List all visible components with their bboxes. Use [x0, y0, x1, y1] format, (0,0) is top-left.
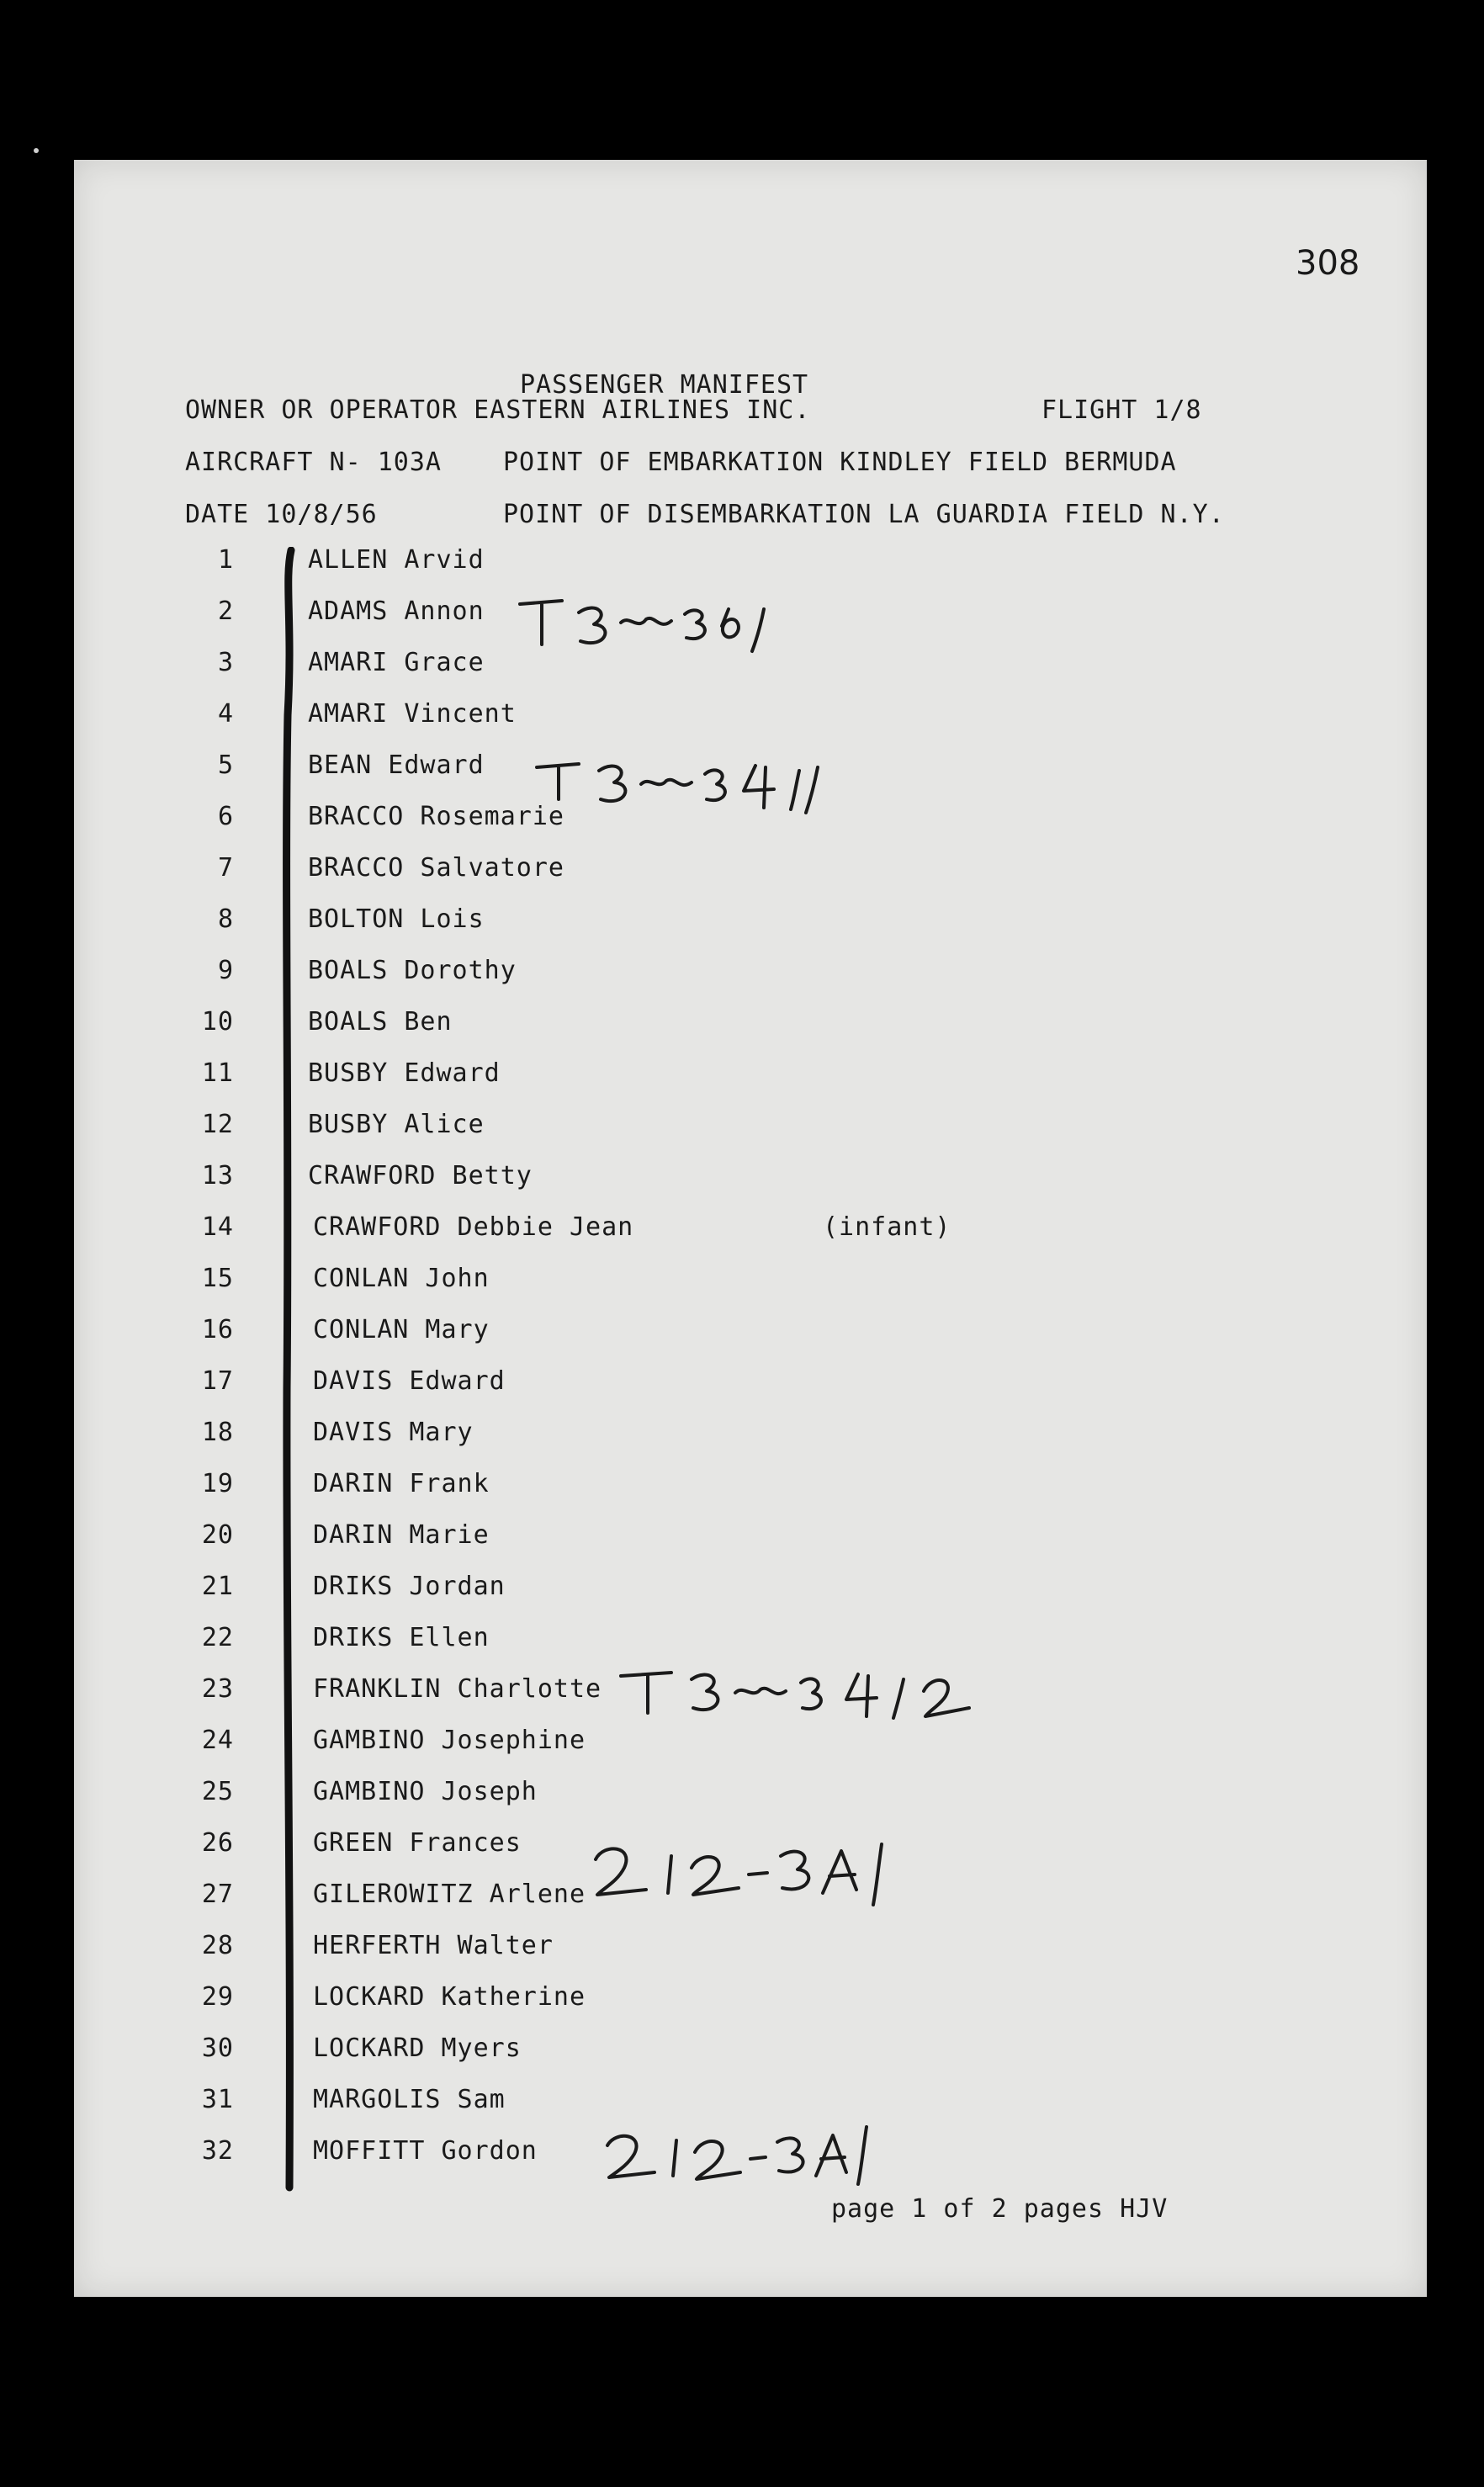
- row-number: 4: [217, 699, 234, 729]
- handwritten-note: [511, 589, 814, 656]
- point-of-embarkation: POINT OF EMBARKATION KINDLEY FIELD BERMUDA: [503, 448, 1177, 477]
- owner-operator: OWNER OR OPERATOR EASTERN AIRLINES INC.: [185, 395, 811, 425]
- row-number: 2: [217, 597, 234, 626]
- row-number: 10: [201, 1007, 234, 1037]
- flight-number: FLIGHT 1/8: [1041, 395, 1202, 425]
- handwritten-note: [528, 749, 848, 816]
- passenger-name: DARIN Marie: [313, 1520, 490, 1550]
- manifest-sheet: [74, 160, 1427, 2297]
- passenger-name: BUSBY Edward: [308, 1058, 501, 1088]
- handwritten-note: [579, 1834, 898, 1910]
- passenger-name: DAVIS Mary: [313, 1418, 474, 1447]
- row-number: 5: [217, 750, 234, 780]
- row-number: 31: [201, 2085, 234, 2114]
- manifest-date: DATE 10/8/56: [185, 500, 378, 529]
- row-number: 27: [201, 1880, 234, 1909]
- scan-speck: [34, 148, 39, 153]
- row-number: 16: [201, 1315, 234, 1344]
- row-number: 12: [201, 1110, 234, 1139]
- row-number: 8: [217, 904, 234, 934]
- passenger-name: DRIKS Ellen: [313, 1623, 490, 1652]
- handwritten-note: [596, 2120, 882, 2187]
- row-number: 23: [201, 1674, 234, 1704]
- row-number: 20: [201, 1520, 234, 1550]
- manifest-title: PASSENGER MANIFEST: [520, 370, 809, 400]
- row-number: 30: [201, 2034, 234, 2063]
- row-number: 28: [201, 1931, 234, 1960]
- row-number: 6: [217, 802, 234, 831]
- page-number: 308: [1296, 244, 1360, 283]
- passenger-name: DRIKS Jordan: [313, 1572, 506, 1601]
- row-number: 7: [217, 853, 234, 883]
- passenger-name: BRACCO Salvatore: [308, 853, 564, 883]
- passenger-name: MARGOLIS Sam: [313, 2085, 506, 2114]
- row-number: 11: [201, 1058, 234, 1088]
- passenger-name: AMARI Grace: [308, 648, 485, 677]
- row-number: 14: [201, 1212, 234, 1242]
- handwritten-note: [612, 1657, 999, 1725]
- passenger-name: ADAMS Annon: [308, 597, 485, 626]
- row-number: 9: [217, 956, 234, 985]
- passenger-name: BUSBY Alice: [308, 1110, 485, 1139]
- passenger-name: BRACCO Rosemarie: [308, 802, 564, 831]
- passenger-name: MOFFITT Gordon: [313, 2136, 538, 2166]
- row-number: 19: [201, 1469, 234, 1498]
- passenger-name: BOALS Ben: [308, 1007, 453, 1037]
- passenger-name: FRANKLIN Charlotte: [313, 1674, 602, 1704]
- row-number: 26: [201, 1828, 234, 1858]
- passenger-name: GILEROWITZ Arlene: [313, 1880, 586, 1909]
- passenger-note: (infant): [823, 1212, 951, 1242]
- bracket-line: [276, 547, 301, 2196]
- passenger-name: BOLTON Lois: [308, 904, 485, 934]
- page-footer: page 1 of 2 pages HJV: [831, 2194, 1169, 2224]
- row-number: 25: [201, 1777, 234, 1806]
- passenger-name: LOCKARD Katherine: [313, 1982, 586, 2012]
- row-number: 15: [201, 1264, 234, 1293]
- row-number: 32: [201, 2136, 234, 2166]
- aircraft-number: AIRCRAFT N- 103A: [185, 448, 442, 477]
- row-number: 18: [201, 1418, 234, 1447]
- passenger-name: GAMBINO Josephine: [313, 1726, 586, 1755]
- passenger-name: DARIN Frank: [313, 1469, 490, 1498]
- row-number: 21: [201, 1572, 234, 1601]
- row-number: 22: [201, 1623, 234, 1652]
- passenger-name: CRAWFORD Betty: [308, 1161, 533, 1190]
- passenger-name: DAVIS Edward: [313, 1366, 506, 1396]
- row-number: 3: [217, 648, 234, 677]
- passenger-name: ALLEN Arvid: [308, 545, 485, 575]
- passenger-name: GAMBINO Joseph: [313, 1777, 538, 1806]
- passenger-name: HERFERTH Walter: [313, 1931, 554, 1960]
- row-number: 13: [201, 1161, 234, 1190]
- passenger-name: BOALS Dorothy: [308, 956, 517, 985]
- row-number: 1: [217, 545, 234, 575]
- passenger-name: LOCKARD Myers: [313, 2034, 522, 2063]
- passenger-name: GREEN Frances: [313, 1828, 522, 1858]
- passenger-name: CONLAN Mary: [313, 1315, 490, 1344]
- point-of-disembarkation: POINT OF DISEMBARKATION LA GUARDIA FIELD N.Y.: [503, 500, 1225, 529]
- row-number: 17: [201, 1366, 234, 1396]
- passenger-name: CONLAN John: [313, 1264, 490, 1293]
- row-number: 24: [201, 1726, 234, 1755]
- passenger-name: BEAN Edward: [308, 750, 485, 780]
- passenger-name: AMARI Vincent: [308, 699, 517, 729]
- row-number: 29: [201, 1982, 234, 2012]
- passenger-name: CRAWFORD Debbie Jean: [313, 1212, 634, 1242]
